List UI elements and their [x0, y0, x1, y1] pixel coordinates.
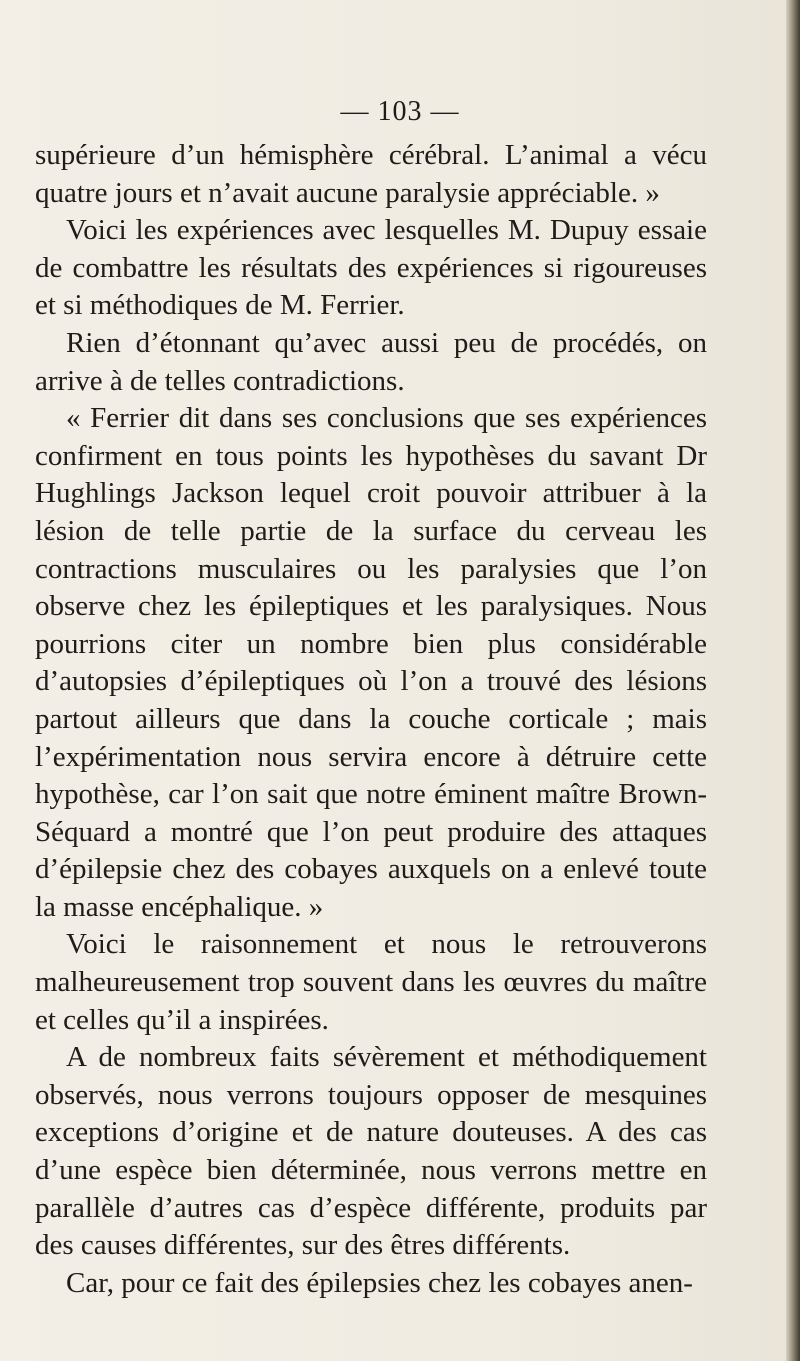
paragraph-3: Rien d’étonnant qu’avec aussi peu de procédés, on arrive à de telles contradictions. [35, 326, 707, 397]
page-number: — 103 — [340, 96, 460, 127]
page-text [35, 137, 707, 1302]
paragraph-2: Voici les expériences avec lesquelles M. Dupuy essaie de combattre les résultats des expériences si rigoureuses et si méthodiques de M. Ferrier. [35, 214, 707, 322]
paragraph-4: « Ferrier dit dans ses conclusions que ses expériences confirment en tous points les hypothèses du savant Dr Hughlings Jackson lequel croit pouvoir attribuer à la lésion de telle partie de la surface du cerveau les contractions musculaires ou les paralysies que l’on observe chez les épileptiques et les paralysiques. Nous pourrions citer un nombre bien plus considérable d’autopsies d’épileptiques où l’on a trouvé des lésions partout ailleurs que dans la couche corticale ; mais l’expérimentation nous servira encore à détruire cette hypothèse, car l’on sait que notre éminent maître Brown-Séquard a montré que l’on peut produire des attaques d’épilepsie chez des cobayes auxquels on a enlevé toute la masse encéphalique. » [35, 402, 707, 923]
paragraph-6: A de nombreux faits sévèrement et méthodiquement observés, nous verrons toujours opposer de mesquines exceptions d’origine et de nature douteuses. A des cas d’une espèce bien déterminée, nous verrons mettre en parallèle d’autres cas d’espèce différente, produits par des causes différentes, sur des êtres différents. [35, 1041, 707, 1262]
page-edge-shadow [786, 0, 800, 1361]
paragraph-5: Voici le raisonnement et nous le retrouverons malheureusement trop souvent dans les œuvres du maître et celles qu’il a inspirées. [35, 928, 707, 1036]
paragraph-7: Car, pour ce fait des épilepsies chez les cobayes anen- [66, 1266, 693, 1299]
paragraph-1: supérieure d’un hémisphère cérébral. L’animal a vécu quatre jours et n’avait aucune paralysie appréciable. » [35, 139, 707, 209]
